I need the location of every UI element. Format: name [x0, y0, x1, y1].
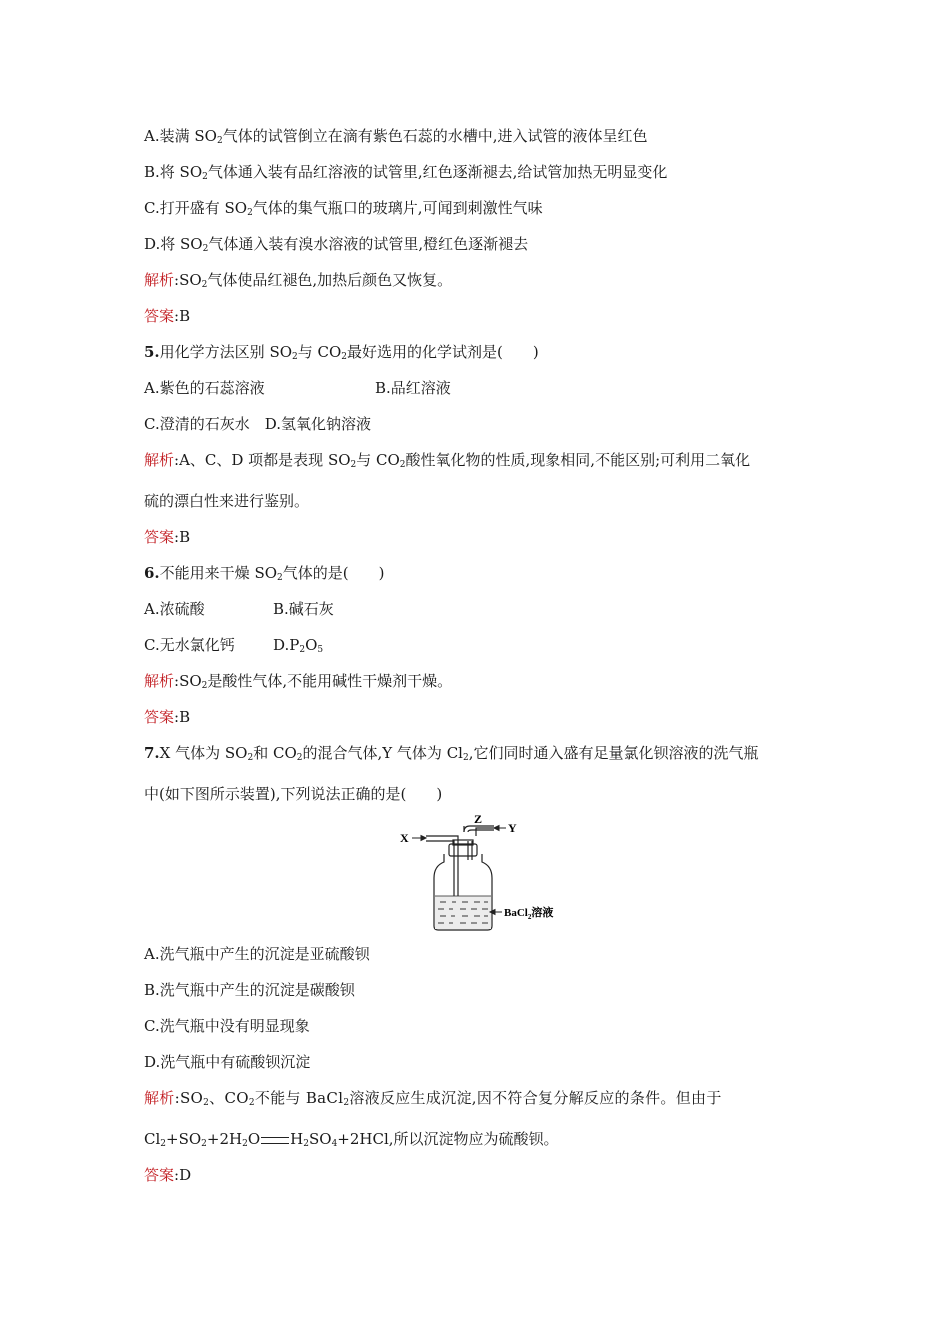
x-label: X — [400, 831, 409, 845]
q4-option-a: A.装满 $SO_2$气体的试管倒立在滴有紫色石蕊的水槽中,进入试管的液体呈红色 — [144, 127, 648, 146]
q5-option-cd: C.澄清的石灰水 D.氢氧化钠溶液 — [144, 415, 371, 433]
q4-option-d: D.将 $SO_2$气体通入装有溴水溶液的试管里,橙红色逐渐褪去 — [144, 235, 529, 254]
q5-answer: 答案:B — [144, 528, 191, 546]
q5-analysis: 解析:A、C、D 项都是表现 $SO_2$与 $CO_2$酸性氧化物的性质,现象相同,不能区别;可利用二氧化 — [144, 451, 751, 470]
z-label: Z — [474, 814, 483, 826]
q7-stem-cont: 中(如下图所示装置),下列说法正确的是( ) — [144, 785, 443, 803]
q4-option-c: C.打开盛有 $SO_2$气体的集气瓶口的玻璃片,可闻到刺激性气味 — [144, 199, 543, 218]
q7-analysis-equation: $Cl_2+SO_2+2H_2O$ $H_2SO_4+2HCl$,所以沉淀物应为硫酸钡。 — [144, 1130, 559, 1149]
q5-option-b: B.品红溶液 — [375, 379, 451, 397]
q5-stem: 5.用化学方法区别 $SO_2$与 $CO_2$最好选用的化学试剂是( ) — [144, 343, 539, 362]
q6-option-b: B.碱石灰 — [273, 600, 334, 618]
q7-analysis: 解析$:SO_2$、$CO_2$不能与 BaCl$_2$溶液反应生成沉淀,因不符合复分解反应的条件。但由于 — [144, 1089, 722, 1108]
q4-answer: 答案:B — [144, 307, 191, 325]
y-label: Y — [508, 821, 517, 835]
q6-answer: 答案:B — [144, 708, 191, 726]
solution-fill — [435, 896, 491, 929]
q5-analysis-cont: 硫的漂白性来进行鉴别。 — [144, 492, 310, 510]
q7-option-b: B.洗气瓶中产生的沉淀是碳酸钡 — [144, 981, 355, 999]
q7-answer: 答案:D — [144, 1166, 192, 1184]
q7-stem: 7.X 气体为 $SO_2$和 $CO_2$的混合气体,Y 气体为 $Cl_2$,它们同时通入盛有足量氯化钡溶液的洗气瓶 — [144, 744, 759, 763]
gas-washing-bottle-diagram — [398, 814, 558, 936]
equals-sign — [261, 1137, 289, 1144]
q6-option-a: A.浓硫酸 — [144, 600, 205, 618]
q4-analysis: 解析$:SO_2$气体使品红褪色,加热后颜色又恢复。 — [144, 271, 453, 290]
q6-option-d: $D.P_2O_5$ — [273, 636, 324, 655]
q7-option-c: C.洗气瓶中没有明显现象 — [144, 1017, 310, 1035]
bacl2-solution-label: BaCl$_2$溶液 — [504, 907, 554, 921]
q7-option-a: A.洗气瓶中产生的沉淀是亚硫酸钡 — [144, 945, 370, 963]
q4-option-b: B.将 $SO_2$气体通入装有品红溶液的试管里,红色逐渐褪去,给试管加热无明显变化 — [144, 163, 668, 182]
q5-option-a: A.紫色的石蕊溶液 — [144, 379, 265, 397]
q6-option-c: C.无水氯化钙 — [144, 636, 235, 654]
q6-stem: 6.不能用来干燥 $SO_2$气体的是( ) — [144, 564, 385, 583]
q7-option-d: D.洗气瓶中有硫酸钡沉淀 — [144, 1053, 311, 1071]
q6-analysis: 解析$:SO_2$是酸性气体,不能用碱性干燥剂干燥。 — [144, 672, 453, 691]
